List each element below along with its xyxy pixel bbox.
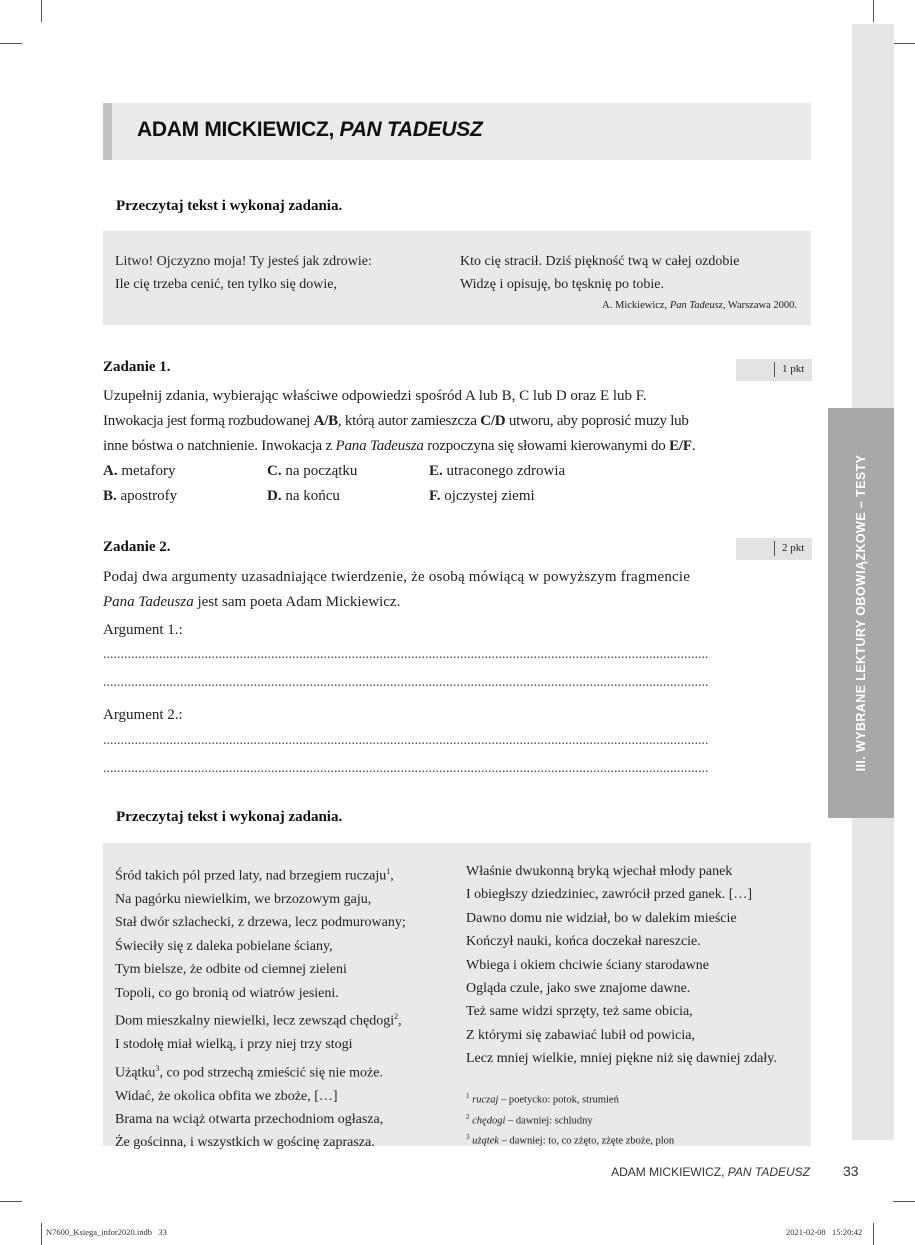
excerpt-line: I obiegłszy dziedziniec, zawrócił przed ganek. […]: [466, 887, 753, 903]
footnote: $^2$ chędogi – dawniej: schludny: [466, 1112, 593, 1126]
excerpt-line: Tym bielsze, że odbite od ciemnej zieleni: [115, 962, 347, 978]
task-line: Pana Tadeusza jest sam poeta Adam Mickiewicz.: [103, 594, 401, 610]
page-number: 33: [843, 1163, 859, 1179]
footnotes: [466, 1088, 674, 1150]
excerpt-line: Świeciły się z daleka pobielane ściany,: [115, 938, 333, 954]
chapter-title-box: [103, 103, 811, 160]
points-badge: [736, 359, 812, 381]
crop-mark: [873, 0, 874, 22]
crop-mark: [873, 1223, 874, 1245]
excerpt-line: Ogląda czule, jako swe znajome dawne.: [466, 981, 691, 997]
excerpt-line: Widzę i opisuję, bo tęsknię po tobie.: [460, 277, 664, 292]
argument-label: Argument 1.:: [103, 622, 183, 638]
chapter-title: ADAM MICKIEWICZ, PAN TADEUSZ: [137, 118, 483, 141]
answer-option[interactable]: B. apostrofy: [103, 488, 178, 504]
answer-option[interactable]: D. na końcu: [267, 488, 340, 504]
excerpt-line: Kto cię stracił. Dziś piękność twą w całej ozdobie: [460, 254, 740, 269]
answer-option[interactable]: E. utraconego zdrowia: [429, 463, 566, 479]
excerpt-line: I stodołę miał wielką, i przy niej trzy stogi: [115, 1037, 353, 1053]
task-heading: Zadanie 2.: [103, 539, 171, 555]
answer-option[interactable]: C. na początku: [267, 463, 358, 479]
argument-label: Argument 2.:: [103, 707, 183, 723]
task-text: [103, 384, 713, 459]
points-label: 1 pkt: [782, 363, 805, 375]
reading-instruction: Przeczytaj tekst i wykonaj zadania.: [116, 809, 343, 825]
excerpt-line: Dom mieszkalny niewielki, lecz zewsząd chędogi$^2$,: [115, 1012, 402, 1029]
excerpt-line: Że gościnna, i wszystkich w gościnę zaprasza.: [115, 1135, 375, 1151]
points-badge: [736, 538, 812, 560]
excerpt-right-column: [466, 860, 777, 1071]
answer-option[interactable]: F. ojczystej ziemi: [429, 488, 535, 504]
crop-mark: [41, 1223, 42, 1245]
excerpt-line: Wbiega i okiem chciwie ściany starodawne: [466, 957, 709, 973]
running-footer: ADAM MICKIEWICZ, PAN TADEUSZ: [611, 1165, 810, 1179]
excerpt-line: Topoli, co go bronią od wiatrów jesieni.: [115, 985, 339, 1001]
print-timestamp: 2021-02-08 15:20:42: [786, 1227, 863, 1237]
crop-mark: [0, 1201, 22, 1202]
crop-mark: [893, 1201, 915, 1202]
task-line: inne bóstwa o natchnienie. Inwokacja z Pana Tadeusza rozpoczyna się słowami kierowanymi do E/F.: [103, 438, 696, 454]
excerpt-line: Ile cię trzeba cenić, ten tylko się dowie,: [115, 277, 337, 292]
excerpt-line: Na pagórku niewielkim, we brzozowym gaju,: [115, 892, 372, 908]
excerpt-line: Śród takich pól przed laty, nad brzegiem ruczaju$^1$,: [115, 867, 394, 884]
excerpt-line: Litwo! Ojczyzno moja! Ty jesteś jak zdrowie:: [115, 254, 372, 269]
excerpt-line: Użątku$^3$, co pod strzechą zmieścić się nie może.: [115, 1063, 383, 1081]
task-line: Podaj dwa argumenty uzasadniające twierdzenie, że osobą mówiącą w powyższym fragmencie: [103, 569, 691, 585]
excerpt-left-column: [115, 860, 406, 1155]
task-line: Inwokacja jest formą rozbudowanej A/B, którą autor zamieszcza C/D utworu, aby poprosić muzy lub: [103, 413, 689, 429]
excerpt-line: Brama na wciąż otwarta przechodniom ogłasza,: [115, 1112, 384, 1128]
crop-mark: [893, 43, 915, 44]
answer-line[interactable]: .............................................................................................................................................................................: [103, 733, 709, 748]
section-tab-label: III. WYBRANE LEKTURY OBOWIĄZKOWE – TESTY: [854, 454, 868, 772]
excerpt-line: Też same widzi sprzęty, też same obicia,: [466, 1004, 693, 1020]
excerpt-line: Z którymi się zabawiać lubił od powicia,: [466, 1027, 695, 1043]
excerpt-line: Stał dwór szlachecki, z drzewa, lecz podmurowany;: [115, 915, 406, 931]
answer-line[interactable]: .............................................................................................................................................................................: [103, 675, 709, 690]
answer-option[interactable]: A. metafory: [103, 463, 176, 479]
answer-line[interactable]: .............................................................................................................................................................................: [103, 647, 709, 662]
excerpt-line: Widać, że okolica obfita we zboże, […]: [115, 1088, 338, 1104]
excerpt-line: Dawno domu nie widział, bo w dalekim mieście: [466, 910, 737, 926]
answer-line[interactable]: .............................................................................................................................................................................: [103, 761, 709, 776]
excerpt-line: Kończył nauki, końca doczekał nareszcie.: [466, 934, 701, 950]
print-file-info: N7600_Ksiega_infor2020.indb 33: [46, 1227, 167, 1237]
task-text: [103, 565, 713, 615]
crop-mark: [41, 0, 42, 22]
excerpt-source: A. Mickiewicz, Pan Tadeusz, Warszawa 2000.: [602, 300, 797, 311]
footnote: $^1$ ruczaj – poetycko: potok, strumień: [466, 1092, 619, 1106]
footnote: $^3$ użątek – dawniej: to, co zżęto, zżęte zboże, plon: [466, 1133, 675, 1147]
task-heading: Zadanie 1.: [103, 359, 171, 375]
title-accent-bar: [103, 103, 112, 160]
task-line: Uzupełnij zdania, wybierając właściwe odpowiedzi spośród A lub B, C lub D oraz E lub F.: [103, 388, 647, 404]
excerpt-line: Lecz mniej wielkie, mniej piękne niż się dawniej zdały.: [466, 1051, 777, 1067]
points-label: 2 pkt: [782, 542, 805, 554]
excerpt-box: [103, 231, 811, 325]
reading-instruction: Przeczytaj tekst i wykonaj zadania.: [116, 198, 343, 214]
crop-mark: [0, 43, 22, 44]
excerpt-box: [103, 843, 811, 1151]
excerpt-line: Właśnie dwukonną bryką wjechał młody panek: [466, 864, 733, 879]
